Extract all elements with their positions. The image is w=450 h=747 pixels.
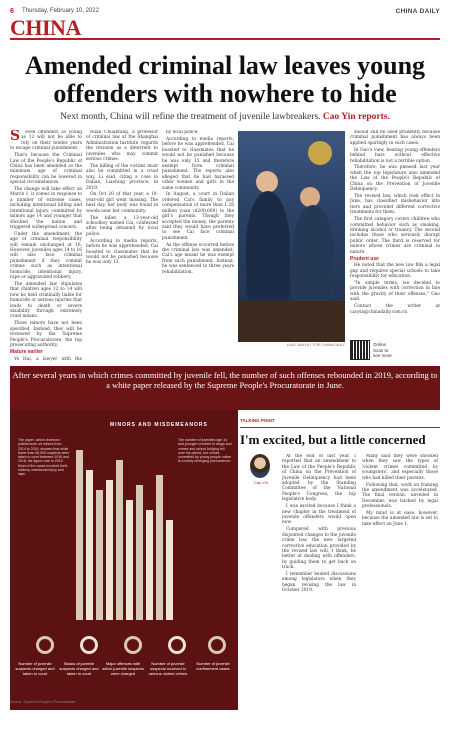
- graphic-bar: [96, 490, 103, 620]
- qr-block[interactable]: [350, 340, 440, 362]
- paragraph: In Guo's view, beating young offenders behind bars without effective rehabilitation is not a terrible option.: [350, 147, 440, 164]
- opinion-byline: Cao Yin: [253, 480, 268, 485]
- infographic-source: Source: Supreme People's Procuratorate: [10, 700, 76, 704]
- graphic-ring: [80, 636, 98, 654]
- paragraph: The amended law stipulates that children ages 12 to 14 will now be held criminally liable for homicide or serious injuries that leads to death or severe disability through extremely cruel means.: [10, 281, 82, 320]
- dropcap: S: [10, 130, 21, 144]
- section-header: [10, 16, 440, 40]
- paragraph: My mind is at ease, however, because the amended law is set to take effect on June 1.: [362, 511, 438, 527]
- paragraph: Ye Hai, a lawyer with the: [14, 356, 82, 362]
- paragraph: Those minors have not been specified. Instead, they will be reviewed by the Supreme People's Procuratorate, the top prosecuting authority.: [10, 321, 82, 348]
- qr-caption: [373, 342, 392, 359]
- subhead-author: Cao Yin reports.: [322, 112, 390, 122]
- graphic-ring: [168, 636, 186, 654]
- paragraph: Ruan Chuanfang, a professor of criminal law at the Shanghai Administration Institute, regards the revision as a deterrent to juveniles who may commit serious crimes.: [86, 130, 158, 163]
- paragraph: even offenders as young as 12 will not be able to rely on their tender years to escape criminal punishment.: [10, 130, 82, 152]
- opinion-column-2: [362, 454, 438, 700]
- subheading: Prudent use: [350, 255, 379, 262]
- paragraph: That's because the Criminal Law of the People's Republic of China has been amended so the minimum age of criminal responsibility can be lowered in special circumstances.: [10, 153, 82, 186]
- paragraph: by local police.: [166, 130, 199, 135]
- graphic-ring: [36, 636, 54, 654]
- paragraph: As the offense occurred before the criminal law was amended, Cai's age meant he was exempt from such punishment. Instead, he was sentenced to three years rehabilitation.: [162, 242, 234, 275]
- infographic-panel: [10, 410, 238, 710]
- opinion-kicker: TALKING POINT: [240, 414, 440, 428]
- paragraph: At the end of last year, I reported that an amendment to the Law of the People's Republic of China on the Prevention of Juvenile Delinquency had been adopted by the Standing Committee of the National People's Congress, the top legislative body.: [282, 454, 356, 503]
- contact-line: Contact the writer at caoyin@chinadaily.com.cn: [350, 304, 440, 315]
- paragraph: The killing of the victims must also be committed in a cruel way, Li said, citing a case in Dalian, Liaoning province, in 2019.: [86, 163, 158, 191]
- paragraph: Therefore, he was pleased last year when the top legislature also amended the Law of the People's Republic of China on the Prevention of Juvenile Delinquency.: [350, 165, 440, 193]
- opinion-column: [240, 414, 440, 704]
- photo-credit: LIAO JUNYU / FOR CHINA DAILY: [287, 343, 345, 347]
- opinion-column-1: [282, 454, 356, 700]
- article-column-1: [10, 130, 82, 362]
- newspaper-brand: CHINA DAILY: [395, 8, 440, 15]
- figure-head-right: [300, 187, 320, 207]
- graphic-bar: [136, 485, 143, 620]
- paragraph: "In simple terms, we decided to provide juveniles with correction in line with the gravity of their offenses," Guo said.: [350, 281, 440, 303]
- paragraph: Compared with previous disjointed changes to the juvenile crime law, the new targeted corrective education provided by the revised law will, I think, be better at dealing with offenders, by guiding them to get back on track.: [282, 527, 356, 571]
- opinion-title: I'm excited, but a little concerned: [240, 432, 426, 447]
- emblem: [308, 141, 332, 165]
- article-column-4: [350, 130, 440, 338]
- paragraph: The first category covers children who committed behavior such as smoking, drinking alcohol or truancy. The second includes those who seriously disrupt public order. The third is reserved for minors whose crimes are criminal in nature.: [350, 217, 440, 255]
- paragraph: I was excited because I think a new chapter in the treatment of juvenile offenders would open now.: [282, 504, 356, 526]
- figure-body-left: [246, 191, 290, 301]
- infographic-label: Number of juvenile confinement cases: [196, 661, 230, 671]
- infographic-right-note: The number of juveniles age 14 and younger involved in drugs and crimes and school bullying fell over the period, but crimes committed by young people online is a newly emerging phenomenon.: [178, 438, 232, 464]
- subheading: Mature earlier: [10, 349, 43, 356]
- qr-code-icon[interactable]: [350, 340, 370, 360]
- graphic-bar: [86, 470, 93, 620]
- infographic-banner: [10, 366, 440, 410]
- paragraph: Following that, work on framing the amendment was accelerated. The final version, unveiled in December, was backed by legal professionals.: [362, 482, 438, 510]
- infographic-label: Status of juvenile suspects charged and taken to court: [59, 661, 99, 676]
- paragraph: According to media reports, before he was apprehended, Cai boasted to classmates that he would not be punished because he was only 13 and therefore exempt from criminal punishment. The reports also alleged that he had harassed other women and girls in the same community.: [162, 136, 234, 191]
- subhead-text: Next month, China will refine the treatment of juvenile lawbreakers.: [60, 112, 321, 122]
- paragraph: The revised law, which took effect in June, has classified misbehavior into tiers and provided different corrective treatments for them.: [350, 193, 440, 216]
- graphic-bar: [106, 480, 113, 620]
- article-photo: [238, 131, 345, 342]
- qr-caption-line: Online: [373, 342, 387, 347]
- graphic-bar: [116, 460, 123, 620]
- graphic-bar: [126, 500, 133, 620]
- infographic-left-note: The paper, which reviewed judicial work on minors from 2014 to 2019, showed that while fewer than 50,000 suspects were taken to court between 2016 and 2018, the figure rose in 2019. Most of the cases involved theft, robbery, intentional injury and rape.: [18, 438, 70, 477]
- graphic-bar: [156, 475, 163, 620]
- qr-caption-line: see more: [373, 353, 392, 358]
- infographic-title: MINORS AND MISDEMEANORS: [110, 422, 208, 428]
- paragraph: I remember heated discussions among legislators when they began revising the law in October 2019.: [282, 572, 356, 594]
- infographic-label: Major offenses with which juvenile suspects were charged: [102, 661, 144, 676]
- subhead: [14, 112, 436, 122]
- paragraph: In August, a court in Dalian ordered Cai's family to pay compensation of more than 1.28 million yuan ($200,000) to the girl's parents. Though they accepted the money, the parents said they would have preferred to see Cai face criminal punishment.: [162, 192, 234, 241]
- graphic-bar: [146, 510, 153, 620]
- article-column-2: [86, 130, 158, 362]
- headline: Amended criminal law leaves young offenders with nowhere to hide: [24, 51, 426, 108]
- qr-caption-line: Scan to: [373, 347, 389, 353]
- paragraph: On Oct 20 of that year, a 10-year-old girl went missing. The next day, her body was found in woods near her community.: [86, 192, 158, 214]
- paragraph: The change will take effect on March 1, it comes in response to a number of extreme cases, including intentional killing and intentional injury, committed by minors age 14 and younger that shocked the nation and triggered widespread concern.: [10, 187, 82, 230]
- graphic-ring: [208, 636, 226, 654]
- banner-text: After several years in which crimes committed by juvenile fell, the number of such offenses rebounded in 2019, according to a white paper released by the Supreme People's Procuratorate in June.: [12, 370, 438, 390]
- author-avatar: [250, 454, 270, 478]
- figure-head-left: [256, 171, 278, 193]
- figure-body-right: [292, 205, 334, 305]
- article-column-3: [162, 130, 234, 362]
- paragraph: According to media reports, before he was apprehended, Cai boasted to classmates that he would not be punished because he was only 13.: [86, 238, 158, 266]
- page-date: Thursday, February 10, 2022: [22, 8, 99, 14]
- graphic-bar: [76, 450, 83, 620]
- paragraph: The killer, a 13-year-old schoolboy named Cai, confessed after being detained by local police.: [86, 215, 158, 237]
- paragraph: should still be used prudently because criminal punishment has always been applied sparingly in such cases.: [350, 130, 440, 146]
- infographic-label: Number of juvenile suspects charged and taken to court: [15, 661, 55, 676]
- section-title: CHINA: [10, 15, 81, 40]
- paragraph: Many said they were shocked when they saw the types of 'violent crimes committed by youngsters', and especially those who had killed their parents.: [362, 454, 438, 481]
- paragraph: He noted that the new law fills a legal gap and requires special schools to take responsibility for education.: [350, 263, 440, 280]
- graphic-ring: [124, 636, 142, 654]
- graphic-bar: [166, 520, 173, 620]
- infographic-label: Number of juvenile suspects involved in serious violent crimes: [148, 661, 188, 676]
- paragraph: Under the amendment, the age of criminal responsibility will remain unchanged at 16. However, juveniles ages 14 to 16 will also face criminal punishment if they commit crimes such as intentional homicide, intentional injury, rape or aggravated robbery.: [10, 231, 82, 281]
- desk: [238, 301, 345, 342]
- page-number: 6: [10, 8, 14, 15]
